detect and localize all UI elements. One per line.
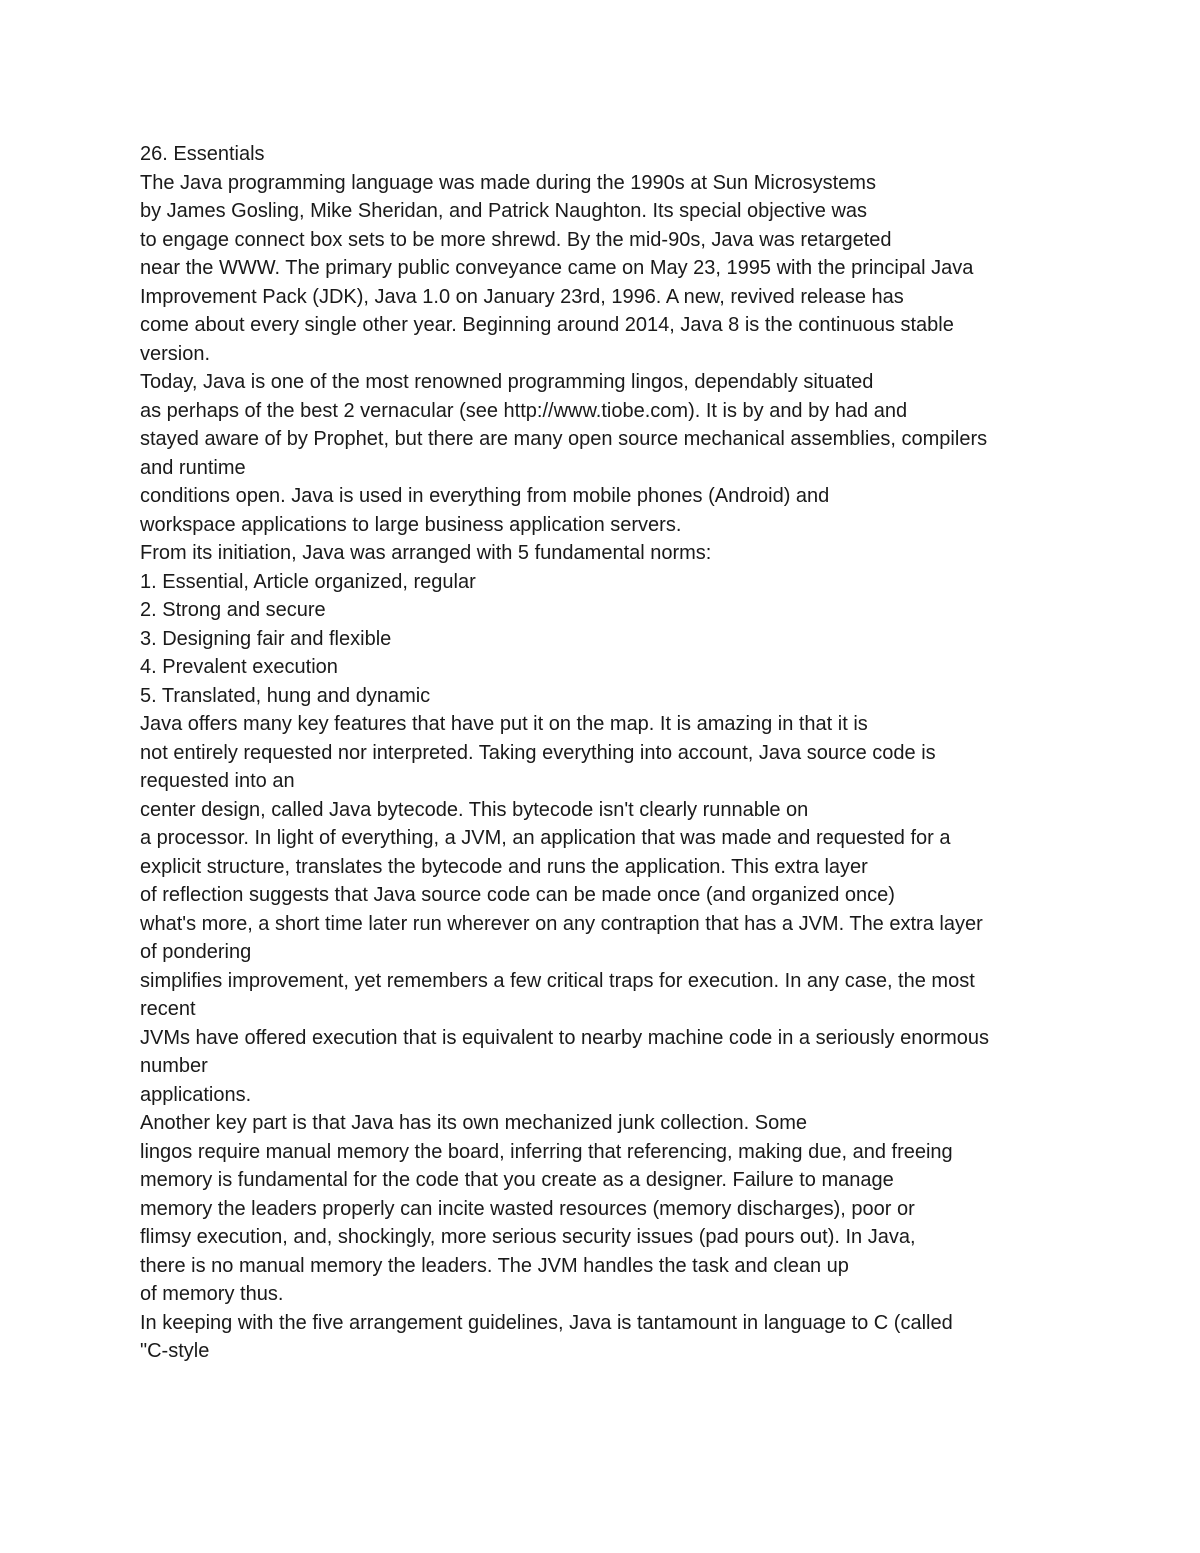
text-line: what's more, a short time later run wherever on any contraption that has a JVM. The extra layer (140, 912, 983, 935)
text-line: lingos require manual memory the board, inferring that referencing, making due, and freeing (140, 1140, 953, 1163)
text-line: by James Gosling, Mike Sheridan, and Patrick Naughton. Its special objective was (140, 200, 868, 222)
text-line: of memory thus. (140, 1283, 284, 1305)
text-line: as perhaps of the best 2 vernacular (see http://www.tiobe.com). It is by and by had and (140, 399, 908, 422)
text-line: The Java programming language was made during the 1990s at Sun Microsystems (140, 171, 876, 194)
text-line: Today, Java is one of the most renowned programming lingos, dependably situated (140, 371, 874, 393)
text-line: In keeping with the five arrangement guidelines, Java is tantamount in language to C (called (140, 1311, 953, 1334)
text-line: flimsy execution, and, shockingly, more serious security issues (pad pours out). In Java, (140, 1226, 916, 1248)
text-line: near the WWW. The primary public conveyance came on May 23, 1995 with the principal Java (140, 257, 974, 279)
text-line: applications. (140, 1083, 252, 1106)
text-line: workspace applications to large business application servers. (140, 513, 682, 536)
text-line: there is no manual memory the leaders. The JVM handles the task and clean up (140, 1254, 849, 1277)
text-line: 3. Designing fair and flexible (140, 627, 392, 650)
text-line: simplifies improvement, yet remembers a few critical traps for execution. In any case, the most (140, 969, 975, 992)
text-line: requested into an (140, 770, 295, 792)
text-line: From its initiation, Java was arranged with 5 fundamental norms: (140, 542, 712, 564)
text-line: conditions open. Java is used in everything from mobile phones (Android) and (140, 485, 830, 507)
text-line: 2. Strong and secure (140, 599, 326, 621)
text-line: memory the leaders properly can incite wasted resources (memory discharges), poor or (140, 1197, 915, 1220)
text-line: recent (140, 998, 196, 1020)
text-line: to engage connect box sets to be more shrewd. By the mid-90s, Java was retargeted (140, 228, 892, 251)
document-heading: 26. Essentials (140, 143, 265, 165)
text-line: number (140, 1055, 208, 1077)
text-line: center design, called Java bytecode. This bytecode isn't clearly runnable on (140, 798, 809, 821)
text-line: of pondering (140, 941, 252, 963)
text-line: Another key part is that Java has its own mechanized junk collection. Some (140, 1112, 808, 1134)
text-line: come about every single other year. Beginning around 2014, Java 8 is the continuous stable (140, 314, 954, 336)
text-line: of reflection suggests that Java source code can be made once (and organized once) (140, 884, 895, 906)
document-body (140, 140, 1070, 1366)
text-line: memory is fundamental for the code that you create as a designer. Failure to manage (140, 1169, 894, 1191)
text-line: JVMs have offered execution that is equivalent to nearby machine code in a seriously enormous (140, 1026, 990, 1049)
text-line: a processor. In light of everything, a JVM, an application that was made and requested for a (140, 827, 951, 849)
text-line: Improvement Pack (JDK), Java 1.0 on January 23rd, 1996. A new, revived release has (140, 285, 904, 308)
text-line: 1. Essential, Article organized, regular (140, 570, 476, 593)
text-line: and runtime (140, 456, 246, 479)
text-line: 5. Translated, hung and dynamic (140, 684, 431, 707)
text-line: explicit structure, translates the bytecode and runs the application. This extra layer (140, 855, 868, 878)
text-line: stayed aware of by Prophet, but there are many open source mechanical assemblies, compilers (140, 428, 988, 450)
text-line: Java offers many key features that have put it on the map. It is amazing in that it is (140, 713, 868, 735)
text-line: 4. Prevalent execution (140, 656, 338, 678)
text-line: version. (140, 342, 211, 365)
text-line: not entirely requested nor interpreted. Taking everything into account, Java source code is (140, 741, 936, 764)
text-line: "C-style (140, 1340, 210, 1362)
